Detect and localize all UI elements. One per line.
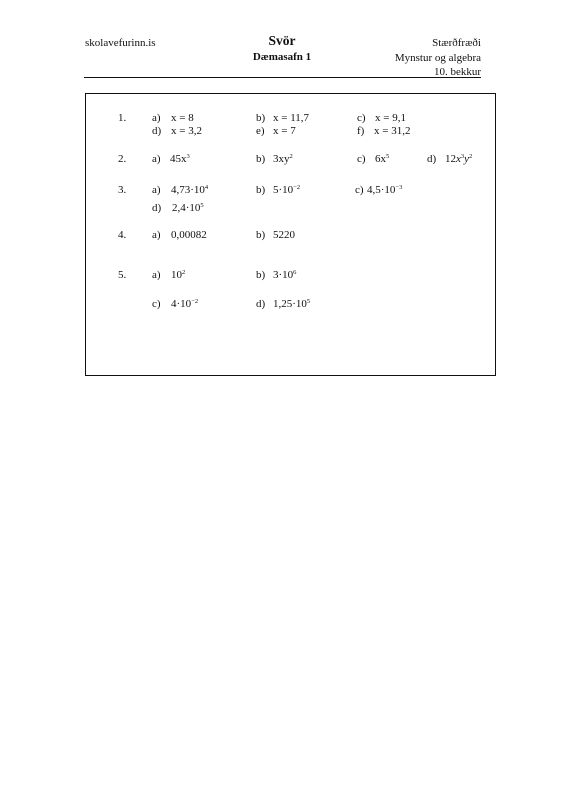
q1-b-answer: x = 11,7 xyxy=(273,112,310,124)
q2-c-exponent: 5 xyxy=(386,153,390,160)
q2-b-answer xyxy=(273,153,293,167)
q5-a-exponent: 2 xyxy=(182,269,186,276)
q3-a-answer xyxy=(171,184,208,198)
q3-c-answer xyxy=(367,184,402,198)
q1-f-label: f) xyxy=(357,125,365,137)
q4-number: 4. xyxy=(118,229,127,241)
q5-d-base: 1,25·10 xyxy=(273,298,307,310)
q4-a-label: a) xyxy=(152,229,161,241)
q1-f-answer: x = 31,2 xyxy=(374,125,411,137)
q1-c-label: c) xyxy=(357,112,366,124)
q3-d-answer xyxy=(172,202,204,216)
q3-d-exponent: 5 xyxy=(200,202,204,209)
q3-b-exponent: −2 xyxy=(293,184,301,191)
q3-b-label: b) xyxy=(256,184,266,196)
q2-number: 2. xyxy=(118,153,127,165)
q4-b-label: b) xyxy=(256,229,266,241)
q5-c-base: 4·10 xyxy=(171,298,192,310)
q1-a-answer: x = 8 xyxy=(171,112,194,124)
q4-a-answer: 0,00082 xyxy=(171,229,207,241)
q2-c-base: 6x xyxy=(375,153,386,165)
q5-c-exponent: −2 xyxy=(191,298,199,305)
q1-e-label: e) xyxy=(256,125,265,137)
q2-b-exponent: 2 xyxy=(289,153,293,160)
q3-c-exponent: −3 xyxy=(395,184,403,191)
q2-d-x-exponent: 3 xyxy=(460,153,465,160)
q4-b-answer: 5220 xyxy=(273,229,295,241)
grade-label: 10. bekkur xyxy=(433,66,481,78)
q1-a-label: a) xyxy=(152,112,161,124)
subject-label: Stærðfræði xyxy=(432,37,481,49)
q5-c-answer xyxy=(171,298,198,312)
q3-b-base: 5·10 xyxy=(273,184,294,196)
q5-b-answer xyxy=(273,269,296,283)
q5-a-base: 10 xyxy=(171,269,182,281)
q5-a-answer xyxy=(171,269,185,283)
q3-a-exponent: 4 xyxy=(204,184,209,191)
q5-b-exponent: 6 xyxy=(293,269,297,276)
q3-b-answer xyxy=(273,184,300,198)
q2-b-base: 3xy xyxy=(273,153,290,165)
q2-d-label: d) xyxy=(427,153,437,165)
q2-d-y-exponent: 2 xyxy=(469,153,473,160)
header-info xyxy=(395,36,481,80)
page-subtitle: Dæmasafn 1 xyxy=(252,51,312,63)
q3-d-base: 2,4·10 xyxy=(172,202,201,214)
page-title: Svör xyxy=(268,33,296,48)
q2-c-label: c) xyxy=(357,153,366,165)
q5-c-label: c) xyxy=(152,298,161,310)
q5-number: 5. xyxy=(118,269,127,281)
q1-d-answer: x = 3,2 xyxy=(171,125,202,137)
q5-d-exponent: 5 xyxy=(306,298,311,305)
q2-d-x: x xyxy=(456,153,461,165)
topic-label: Mynstur og algebra xyxy=(394,51,481,64)
q2-a-exponent: 3 xyxy=(186,153,190,160)
header-divider xyxy=(84,77,481,78)
q2-d-coefficient: 12 xyxy=(445,153,456,165)
q3-number: 3. xyxy=(118,184,127,196)
q3-a-base: 4,73·10 xyxy=(171,184,205,196)
q1-d-label: d) xyxy=(152,125,162,137)
q3-d-label: d) xyxy=(152,202,162,214)
q2-a-answer xyxy=(170,153,190,167)
q5-b-label: b) xyxy=(256,269,266,281)
q2-a-label: a) xyxy=(152,153,161,165)
q5-a-label: a) xyxy=(152,269,161,281)
q2-a-base: 45x xyxy=(170,153,187,165)
q3-a-label: a) xyxy=(152,184,161,196)
site-name: skolavefurinn.is xyxy=(85,37,156,49)
q3-c-base: 4,5·10 xyxy=(367,184,396,196)
q1-c-answer: x = 9,1 xyxy=(375,112,406,124)
q1-e-answer: x = 7 xyxy=(273,125,296,137)
q2-d-answer xyxy=(445,153,472,167)
q5-b-base: 3·10 xyxy=(273,269,294,281)
q1-number: 1. xyxy=(118,112,127,124)
q2-d-y: y xyxy=(464,153,470,165)
q1-b-label: b) xyxy=(256,112,266,124)
q2-b-label: b) xyxy=(256,153,266,165)
q5-d-label: d) xyxy=(256,298,266,310)
q5-d-answer xyxy=(273,298,310,312)
q2-c-answer xyxy=(375,153,389,167)
q3-c-label: c) xyxy=(355,184,364,196)
